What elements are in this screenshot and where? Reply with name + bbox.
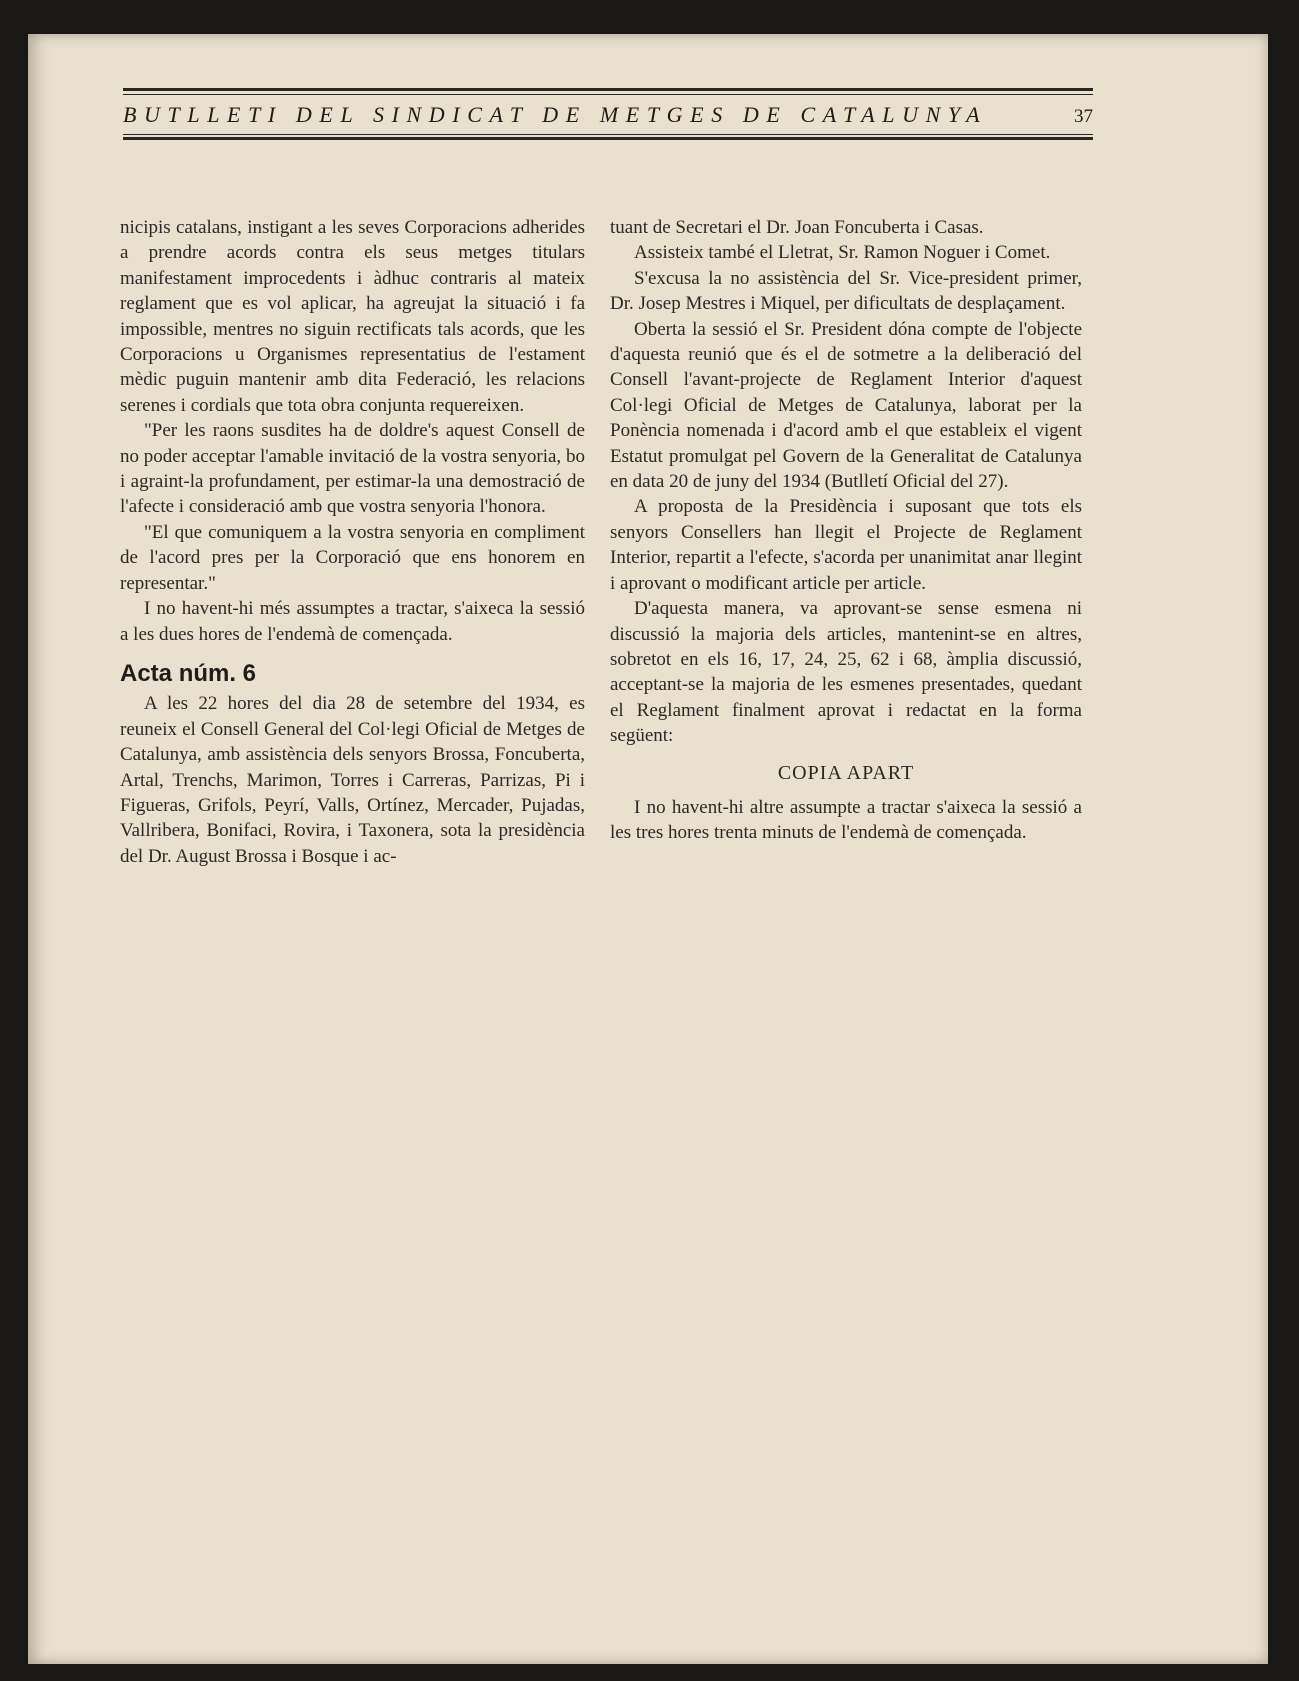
- paragraph: A proposta de la Presidència i suposant que tots els senyors Consellers han llegit el Projecte de Reglament Interior, repartit a l'efecte, s'acorda per unanimitat anar llegint i aprovant o modificant article per article.: [610, 496, 1082, 594]
- paragraph: S'excusa la no assistència del Sr. Vice-president primer, Dr. Josep Mestres i Miquel, per dificultats de desplaçament.: [610, 267, 1082, 315]
- paragraph: A les 22 hores del dia 28 de setembre del 1934, es reuneix el Consell General del Col·legi Oficial de Metges de Catalunya, amb assistència dels senyors Brossa, Foncuberta, Artal, Trenchs, Marimon, Torres i Carreras, Parrizas, Pi i Figueras, Grifols, Peyrí, Valls, Ortínez, Mercader, Pujadas, Vallribera, Bonifaci, Rovira, i Taxonera, sota la presidència del Dr. August Brossa i Bosque i ac-: [120, 693, 585, 867]
- centered-heading: COPIA APART: [777, 761, 915, 784]
- header-rule-top: [123, 88, 1093, 91]
- header-row: [123, 102, 1093, 128]
- paragraph: I no havent-hi més assumptes a tractar, s'aixeca la sessió a les dues hores de l'endemà de començada.: [120, 598, 585, 645]
- section-heading: Acta núm. 6: [120, 659, 257, 687]
- left-column: [120, 215, 585, 869]
- paragraph: "El que comuniquem a la vostra senyoria en compliment de l'acord pres per la Corporació que ens honorem en representar.": [120, 521, 585, 594]
- paragraph: Oberta la sessió el Sr. President dóna compte de l'objecte d'aquesta reunió que és el de sotmetre a la deliberació del Consell l'avant-projecte de Reglament Interior d'aquest Col·legi Oficial de Metges de Catalunya, laborat per la Ponència nomenada i d'acord amb el que estableix el vigent Estatut promulgat pel Govern de la Generalitat de Catalunya en data 20 de juny del 1934 (Butlletí Oficial del 27).: [610, 318, 1082, 493]
- paragraph: "Per les raons susdites ha de doldre's aquest Consell de no poder acceptar l'amable invitació de la vostra senyoria, bo i agraint-la profundament, per estimar-la una demostració de l'afecte i consideració amb que vostra senyoria l'honora.: [120, 420, 585, 518]
- right-column: [610, 215, 1082, 846]
- running-header: [123, 88, 1093, 135]
- journal-title: BUTLLETI DEL SINDICAT DE METGES DE CATALUNYA: [123, 102, 988, 127]
- page-number: 37: [1074, 106, 1093, 127]
- paragraph: tuant de Secretari el Dr. Joan Foncuberta i Casas.: [610, 217, 984, 238]
- paragraph: Assisteix també el Lletrat, Sr. Ramon Noguer i Comet.: [634, 242, 1051, 264]
- paragraph: I no havent-hi altre assumpte a tractar s'aixeca la sessió a les tres hores trenta minuts de l'endemà de començada.: [610, 796, 1082, 844]
- paragraph: D'aquesta manera, va aprovant-se sense esmena ni discussió la majoria dels articles, mantenint-se en altres, sobretot en els 16, 17, 24, 25, 62 i 68, àmplia discussió, acceptant-se la majoria de les esmenes presentades, quedant el Reglament finalment aprovat i redactat en la forma següent:: [610, 598, 1082, 747]
- header-rule-bottom: [123, 134, 1093, 135]
- paragraph: nicipis catalans, instigant a les seves Corporacions adherides a prendre acords contra els seus metges titulars manifestament improcedents i àdhuc contraris al mateix reglament que es vol aplicar, ha agreujat la situació i fa impossible, mentres no siguin rectificats tals acords, que les Corporacions u Organismes representatius de l'estament mèdic puguin mantenir amb dita Federació, les relacions serenes i cordials que tota obra conjunta requereixen.: [120, 217, 585, 416]
